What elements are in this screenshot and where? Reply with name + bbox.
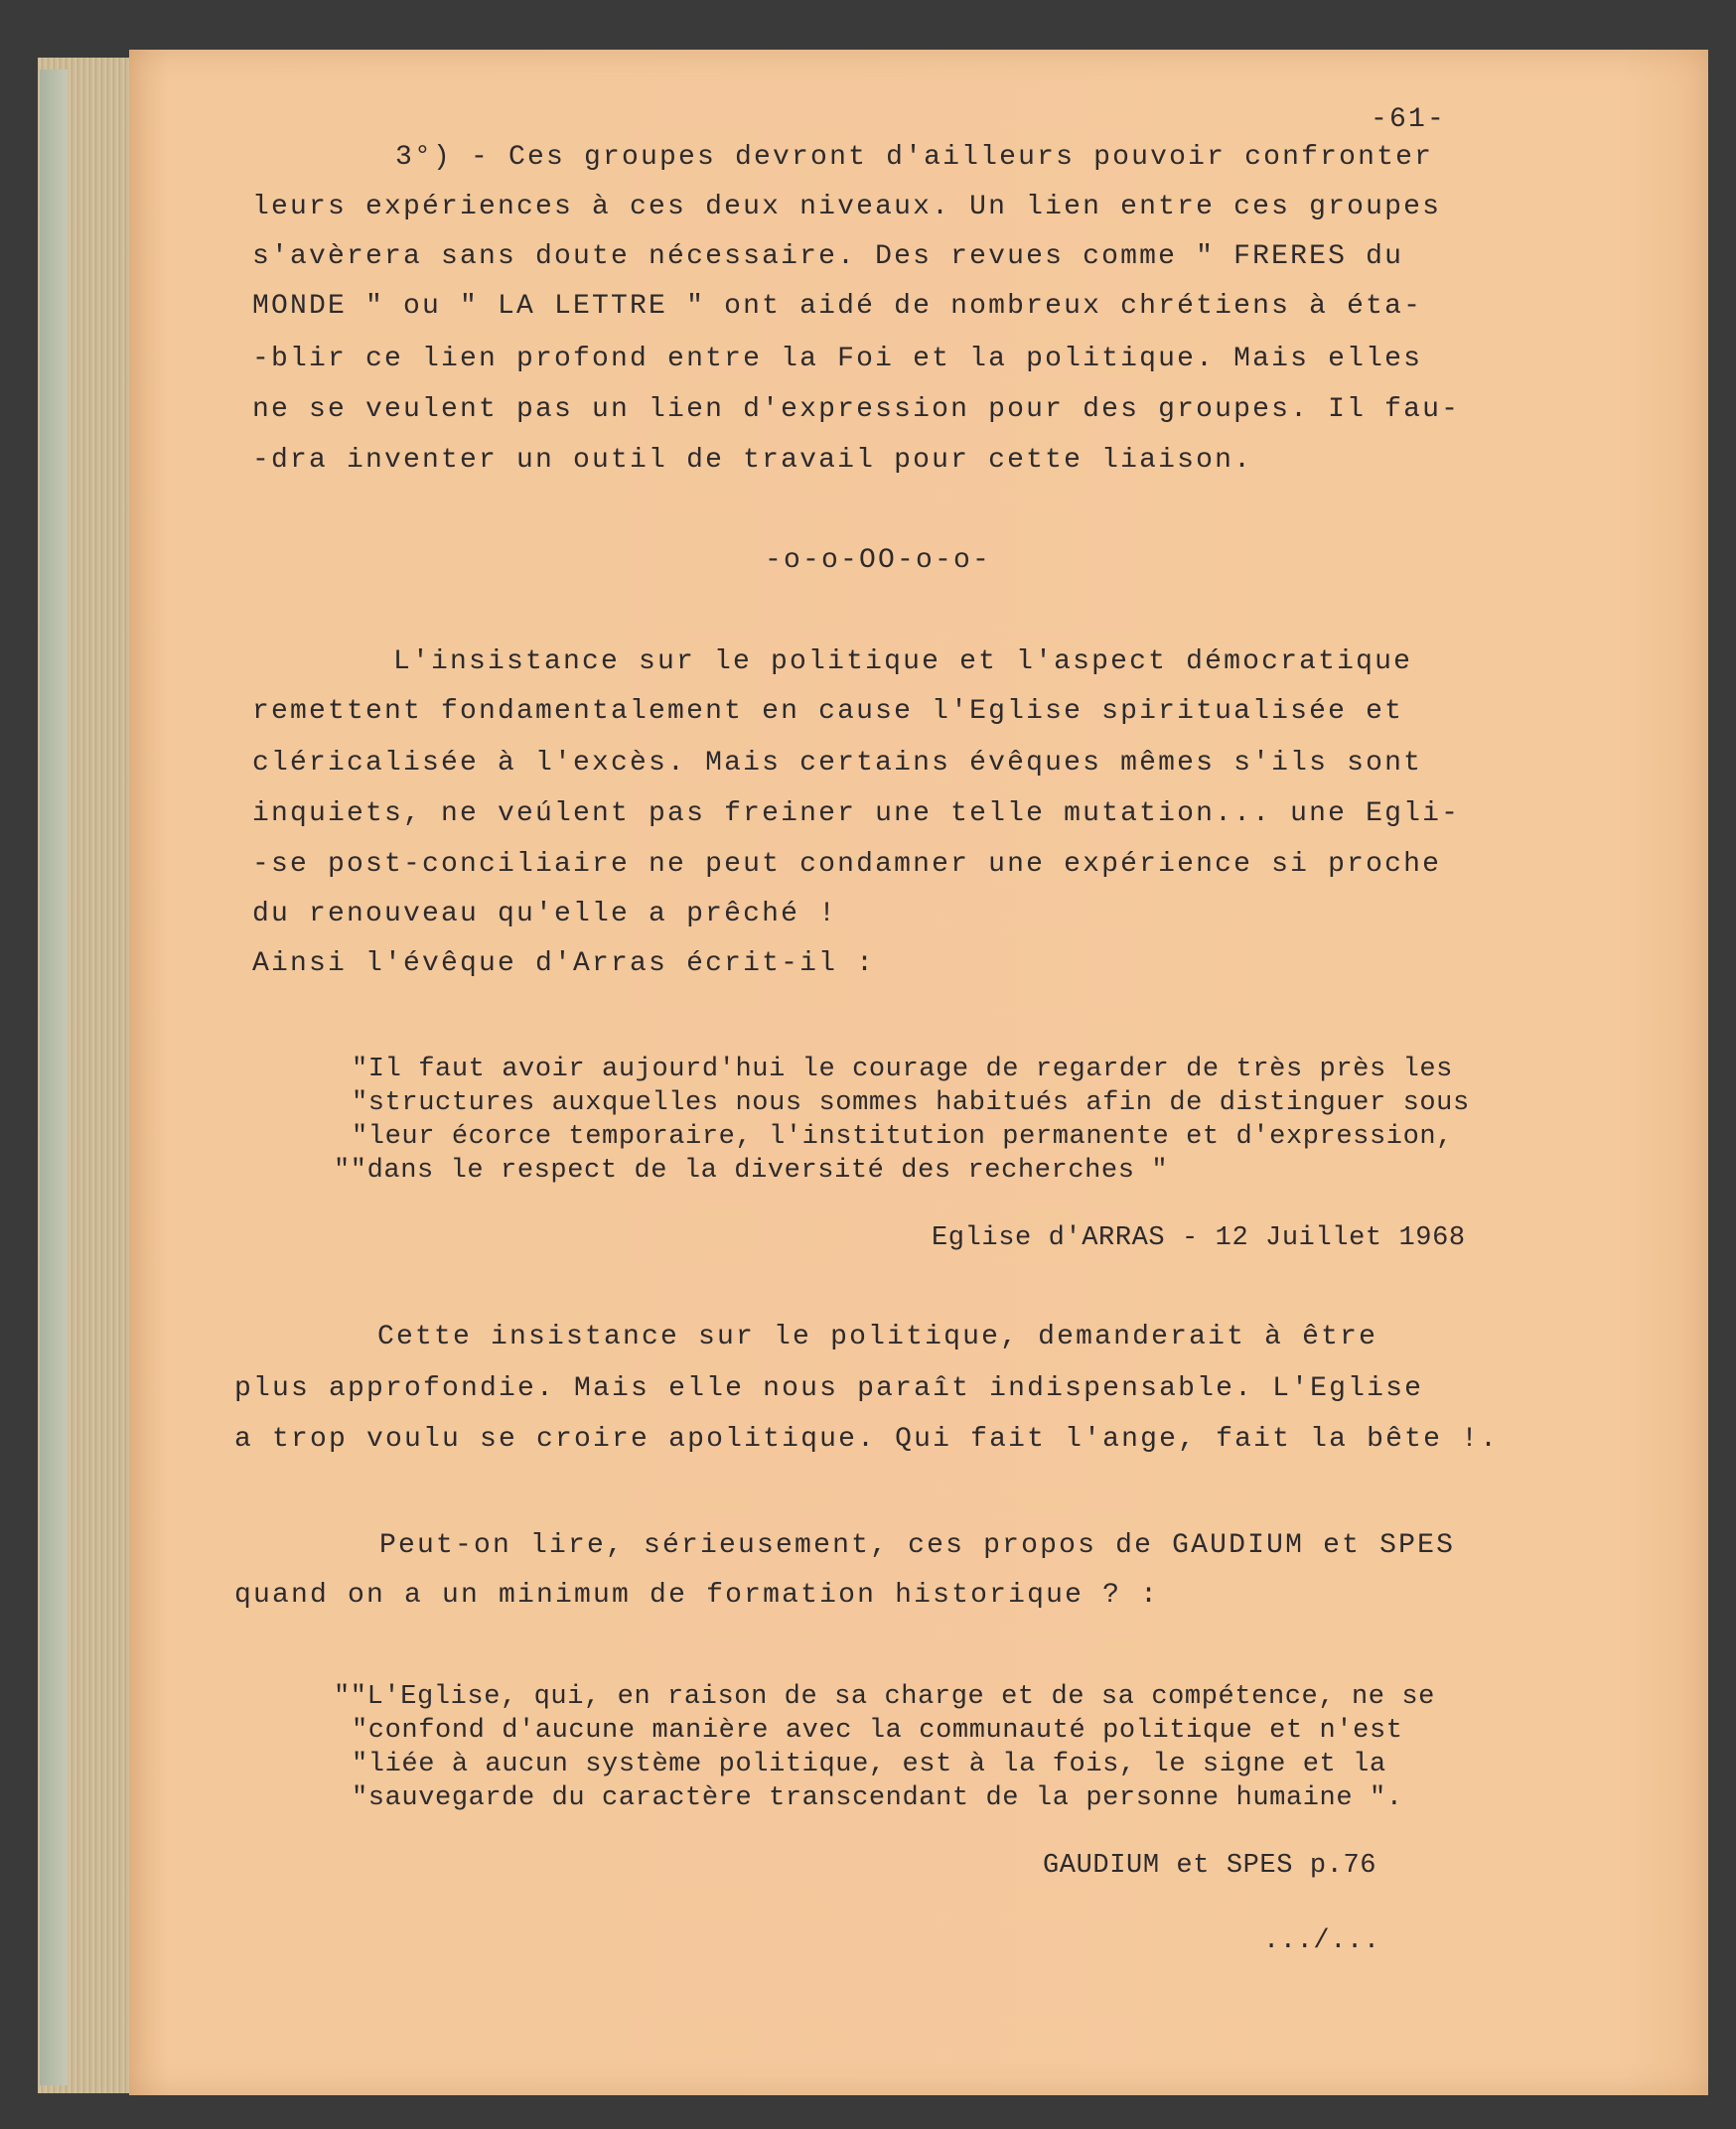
p2-line-1: L'insistance sur le politique et l'aspect démocratique	[393, 646, 1413, 677]
p3-line-1: Cette insistance sur le politique, demanderait à être	[377, 1322, 1378, 1352]
p1-line-5: -blir ce lien profond entre la Foi et la politique. Mais elles	[252, 344, 1423, 374]
p3-line-2: plus approfondie. Mais elle nous paraît indispensable. L'Eglise	[234, 1373, 1424, 1404]
quote2-line-4: "sauvegarde du caractère transcendant de la personne humaine ".	[352, 1783, 1403, 1813]
quote1-line-1: "Il faut avoir aujourd'hui le courage de regarder de très près les	[352, 1055, 1453, 1084]
p1-line-3: s'avèrera sans doute nécessaire. Des revues comme " FRERES du	[252, 241, 1404, 272]
p1-line-7: -dra inventer un outil de travail pour cette liaison.	[252, 445, 1253, 476]
quote1-line-3: "leur écorce temporaire, l'institution permanente et d'expression,	[352, 1122, 1453, 1152]
page-number: -61-	[1371, 104, 1447, 135]
p2-line-3: cléricalisée à l'excès. Mais certains évêques mêmes s'ils sont	[252, 748, 1423, 779]
quote2-line-1: ""L'Eglise, qui, en raison de sa charge et de sa compétence, ne se	[334, 1682, 1435, 1712]
separator: -o-o-OO-o-o-	[765, 545, 992, 576]
p2-line-5: -se post-conciliaire ne peut condamner une expérience si proche	[252, 849, 1442, 880]
quote1-line-2: "structures auxquelles nous sommes habitués afin de distinguer sous	[352, 1088, 1470, 1118]
quote1-line-4: ""dans le respect de la diversité des recherches "	[334, 1156, 1169, 1186]
p1-line-6: ne se veulent pas un lien d'expression pour des groupes. Il fau-	[252, 394, 1461, 425]
quote2-line-2: "confond d'aucune manière avec la communauté politique et n'est	[352, 1716, 1403, 1746]
p1-line-1: 3°) - Ces groupes devront d'ailleurs pouvoir confronter	[395, 142, 1434, 173]
p1-line-4: MONDE " ou " LA LETTRE " ont aidé de nombreux chrétiens à éta-	[252, 291, 1423, 322]
p3-line-3: a trop voulu se croire apolitique. Qui fait l'ange, fait la bête !.	[234, 1424, 1500, 1455]
citation-2: GAUDIUM et SPES p.76	[1043, 1851, 1377, 1881]
p4-line-2: quand on a un minimum de formation historique ? :	[234, 1580, 1160, 1611]
p2-line-2: remettent fondamentalement en cause l'Eglise spiritualisée et	[252, 696, 1404, 727]
p4-line-1: Peut-on lire, sérieusement, ces propos de GAUDIUM et SPES	[379, 1530, 1456, 1561]
p1-line-2: leurs expériences à ces deux niveaux. Un lien entre ces groupes	[252, 192, 1442, 222]
continuation-mark: .../...	[1263, 1926, 1380, 1956]
p2-line-6: du renouveau qu'elle a prêché !	[252, 899, 838, 929]
p2-line-7: Ainsi l'évêque d'Arras écrit-il :	[252, 948, 876, 979]
p2-line-4: inquiets, ne veúlent pas freiner une telle mutation... une Egli-	[252, 798, 1461, 829]
citation-1: Eglise d'ARRAS - 12 Juillet 1968	[932, 1223, 1466, 1253]
quote2-line-3: "liée à aucun système politique, est à la fois, le signe et la	[352, 1750, 1386, 1779]
